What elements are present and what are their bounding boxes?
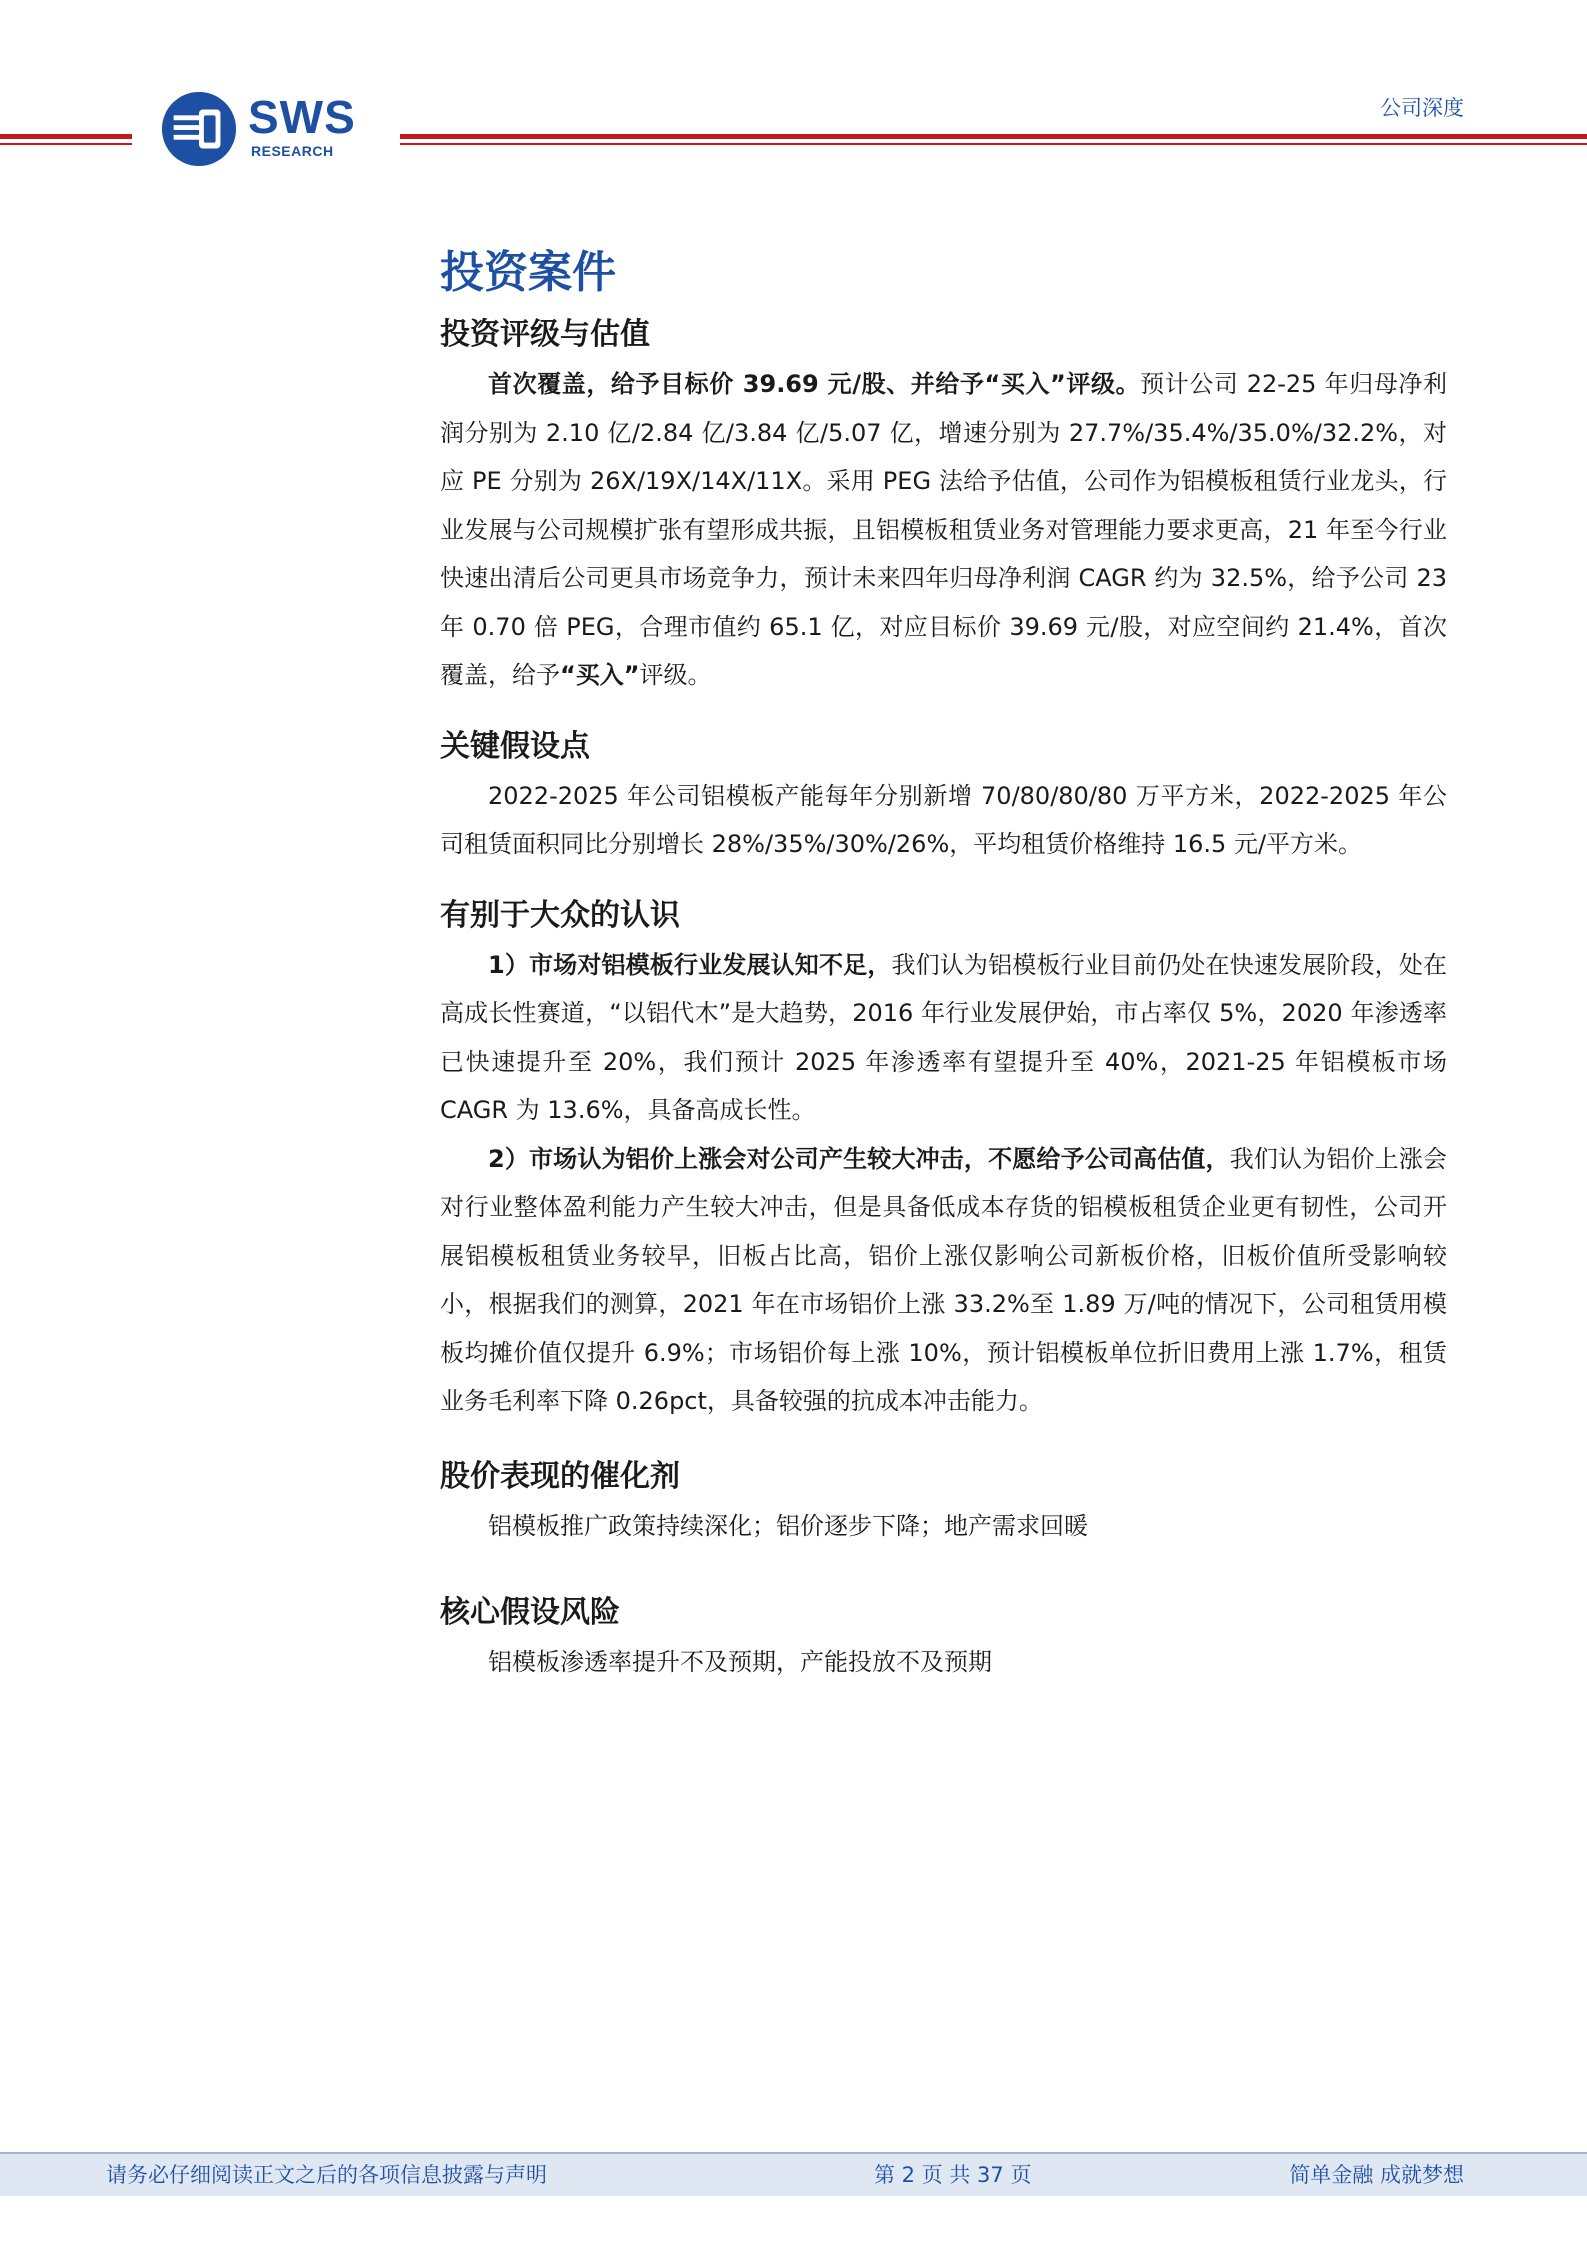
header-rule-right	[400, 134, 1587, 139]
main-content	[440, 236, 1447, 1686]
rating-lead: 首次覆盖，给予目标价 39.69 元/股、并给予“买入”评级。	[488, 370, 1141, 398]
rating-paragraph	[440, 360, 1447, 700]
header-rule-left-thin	[0, 143, 132, 145]
differentiated-paragraph-1	[440, 941, 1447, 1135]
risks-text: 铝模板渗透率提升不及预期，产能投放不及预期	[488, 1647, 992, 1676]
differentiated-text-1: 我们认为铝模板行业目前仍处在快速发展阶段，处在高成长性赛道，“以铝代木”是大趋势，2016 年行业发展伊始，市占率仅 5%，2020 年渗透率已快速提升至 20%，我们预计 2025 年渗透率有望提升至 40%，2021-25 年铝模板市场 CAGR 为 13.6%，具备高成长性。	[440, 950, 1448, 1124]
rating-text-end: 评级。	[639, 661, 712, 689]
section-heading-differentiated: 有别于大众的认识	[440, 897, 680, 933]
logo-subtext: RESEARCH	[251, 143, 334, 159]
page-title: 投资案件	[440, 247, 616, 298]
logo-text: SWS	[248, 91, 356, 143]
header-rule-right-thin	[400, 143, 1587, 145]
section-heading-assumptions: 关键假设点	[440, 728, 590, 764]
differentiated-text-2: 我们认为铝价上涨会对行业整体盈利能力产生较大冲击，但是具备低成本存货的铝模板租赁企业更有韧性，公司开展铝模板租赁业务较早，旧板占比高，铝价上涨仅影响公司新板价格，旧板价值所受影响较小，根据我们的测算，2021 年在市场铝价上涨 33.2%至 1.89 万/吨的情况下，公司租赁用模板均摊价值仅提升 6.9%；市场铝价每上涨 10%，预计铝模板单位折旧费用上涨 1.7%，租赁业务毛利率下降 0.26pct，具备较强的抗成本冲击能力。	[440, 1144, 1447, 1415]
section-heading-rating: 投资评级与估值	[440, 317, 650, 352]
report-type-label: 公司深度	[1380, 96, 1464, 120]
differentiated-point-1: 1）市场对铝模板行业发展认知不足，	[488, 950, 892, 979]
rating-buy: “买入”	[560, 661, 640, 689]
catalysts-text: 铝模板推广政策持续深化；铝价逐步下降；地产需求回暖	[488, 1511, 1088, 1540]
section-heading-catalysts: 股价表现的催化剂	[440, 1458, 680, 1494]
footer-page-number: 第 2 页 共 37 页	[874, 2163, 1032, 2187]
footer-disclaimer: 请务必仔细阅读正文之后的各项信息披露与声明	[106, 2163, 547, 2187]
footer-slogan: 简单金融 成就梦想	[1289, 2163, 1464, 2187]
header-rule-left	[0, 134, 132, 139]
assumptions-paragraph: 2022-2025 年公司铝模板产能每年分别新增 70/80/80/80 万平方米，2022-2025 年公司租赁面积同比分别增长 28%/35%/30%/26%，平均租赁价格维持 16.5 元/平方米。	[440, 781, 1447, 858]
sws-logo-mark-icon	[160, 90, 238, 168]
differentiated-paragraph-2	[440, 1135, 1447, 1426]
sws-logo	[160, 88, 370, 170]
footer-rule	[0, 2152, 1587, 2154]
rating-text: 预计公司 22-25 年归母净利润分别为 2.10 亿/2.84 亿/3.84 亿/5.07 亿，增速分别为 27.7%/35.4%/35.0%/32.2%，对应 PE 分别为 26X/19X/14X/11X。采用 PEG 法给予估值，公司作为铝模板租赁行业龙头，行业发展与公司规模扩张有望形成共振，且铝模板租赁业务对管理能力要求更高，21 年至今行业快速出清后公司更具市场竞争力，预计未来四年归母净利润 CAGR 约为 32.5%，给予公司 23 年 0.70 倍 PEG，合理市值约 65.1 亿，对应目标价 39.69 元/股，对应空间约 21.4%，首次覆盖，给予	[440, 370, 1448, 689]
section-heading-risks: 核心假设风险	[440, 1594, 620, 1630]
differentiated-point-2: 2）市场认为铝价上涨会对公司产生较大冲击，不愿给予公司高估值，	[488, 1144, 1230, 1173]
